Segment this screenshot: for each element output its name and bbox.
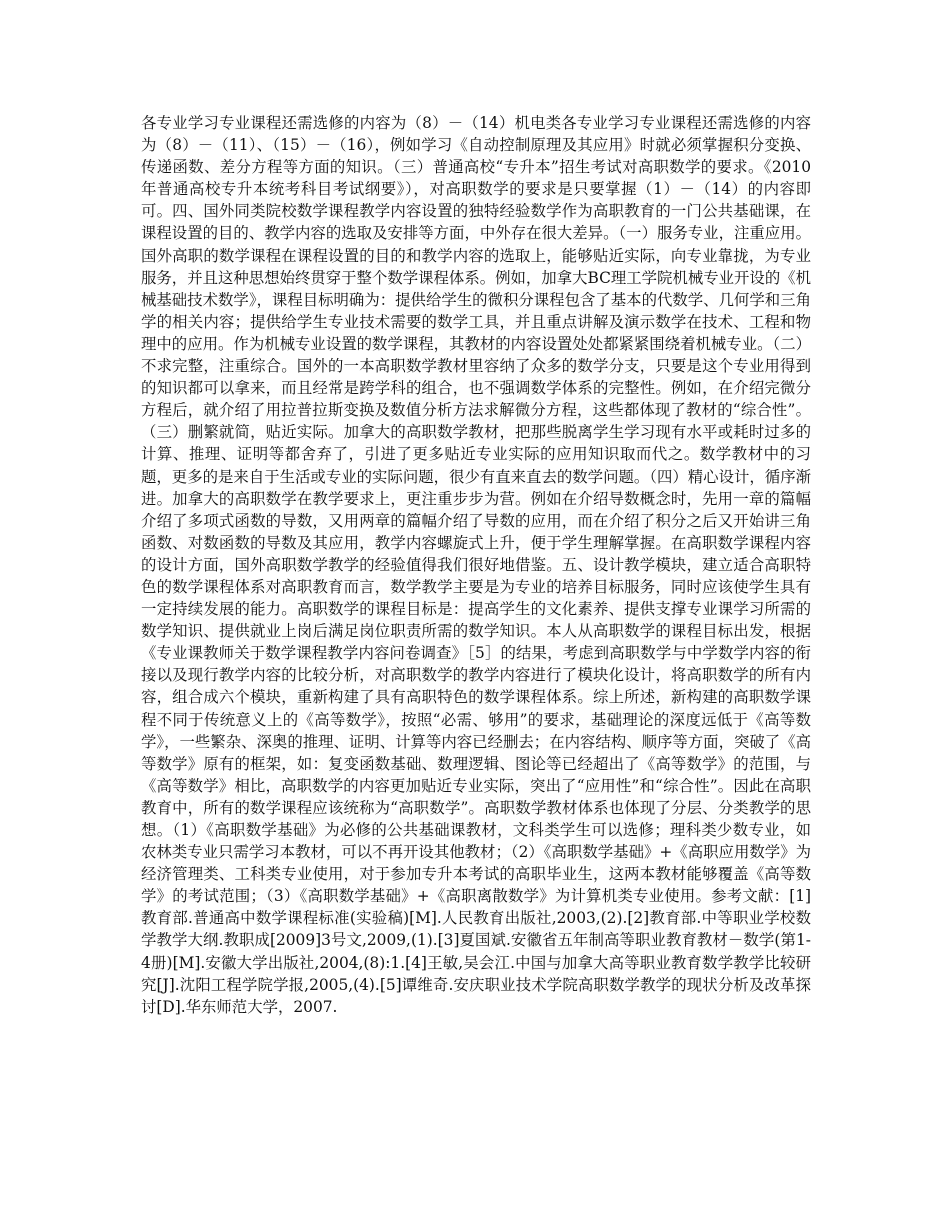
body-paragraph: 各专业学习专业课程还需选修的内容为（8）－（14）机电类各专业学习专业课程还需选修的内容为（8）－（11）、（15）－（16），例如学习《自动控制原理及其应用》时就必须掌握积分变换、传递函数、差分方程等方面的知识。（三）普通高校“专升本”招生考试对高职数学的要求。《2010年普通高校专升本统考科目考试纲要》），对高职数学的要求是只要掌握（1）－（14）的内容即可。四、国外同类院校数学课程教学内容设置的独特经验数学作为高职教育的一门公共基础课，在课程设置的目的、教学内容的选取及安排等方面，中外存在很大差异。（一）服务专业，注重应用。国外高职的数学课程在课程设置的目的和教学内容的选取上，能够贴近实际，向专业靠拢，为专业服务，并且这种思想始终贯穿于整个数学课程体系。例如，加拿大BC理工学院机械专业开设的《机械基础技术数学》，课程目标明确为：提供给学生的微积分课程包含了基本的代数学、几何学和三角学的相关内容；提供给学生专业技术需要的数学工具，并且重点讲解及演示数学在技术、工程和物理中的应用。作为机械专业设置的数学课程，其教材的内容设置处处都紧紧围绕着机械专业。（二）不求完整，注重综合。国外的一本高职数学教材里容纳了众多的数学分支，只要是这个专业用得到的知识都可以拿来，而且经常是跨学科的组合，也不强调数学体系的完整性。例如，在介绍完微分方程后，就介绍了用拉普拉斯变换及数值分析方法求解微分方程，这些都体现了教材的“综合性”。（三）删繁就简，贴近实际。加拿大的高职数学教材，把那些脱离学生学习现有水平或耗时过多的计算、推理、证明等都舍弃了，引进了更多贴近专业实际的应用知识取而代之。数学教材中的习题，更多的是来自于生活或专业的实际问题，很少有直来直去的数学问题。（四）精心设计，循序渐进。加拿大的高职数学在教学要求上，更注重步步为营。例如在介绍导数概念时，先用一章的篇幅介绍了多项式函数的导数，又用两章的篇幅介绍了导数的应用，而在介绍了积分之后又开始讲三角函数、对数函数的导数及其应用，教学内容螺旋式上升，便于学生理解掌握。在高职数学课程内容的设计方面，国外高职数学教学的经验值得我们很好地借鉴。五、设计教学模块，建立适合高职特色的数学课程体系对高职教育而言，数学教学主要是为专业的培养目标服务，同时应该使学生具有一定持续发展的能力。高职数学的课程目标是：提高学生的文化素养、提供支撑专业课学习所需的数学知识、提供就业上岗后满足岗位职责所需的数学知识。本人从高职数学的课程目标出发，根据《专业课教师关于数学课程教学内容问卷调查》［5］的结果，考虑到高职数学与中学数学内容的衔接以及现行教学内容的比较分析，对高职数学的教学内容进行了模块化设计，将高职数学的所有内容，组合成六个模块，重新构建了具有高职特色的数学课程体系。综上所述，新构建的高职数学课程不同于传统意义上的《高等数学》，按照“必需、够用”的要求，基础理论的深度远低于《高等数学》，一些繁杂、深奥的推理、证明、计算等内容已经删去；在内容结构、顺序等方面，突破了《高等数学》原有的框架，如：复变函数基础、数理逻辑、图论等已经超出了《高等数学》的范围，与《高等数学》相比，高职数学的内容更加贴近专业实际，突出了“应用性”和“综合性”。因此在高职教育中，所有的数学课程应该统称为“高职数学”。高职数学教材体系也体现了分层、分类教学的思想。（1）《高职数学基础》为必修的公共基础课教材，文科类学生可以选修；理科类少数专业，如农林类专业只需学习本教材，可以不再开设其他教材；（2）《高职数学基础》+《高职应用数学》为经济管理类、工科类专业使用，对于参加专升本考试的高职毕业生，这两本教材能够覆盖《高等数学》的考试范围；（3）《高职数学基础》+《高职离散数学》为计算机类专业使用。参考文献：[1]教育部.普通高中数学课程标准(实验稿)[M].人民教育出版社,2003,(2).[2]教育部.中等职业学校数学教学大纲.教职成[2009]3号文,2009,(1).[3]夏国斌.安徽省五年制高等职业教育教材－数学(第1-4册)[M].安徽大学出版社,2004,(8):1.[4]王敏,吴会江.中国与加拿大高等职业教育数学教学比较研究[J].沈阳工程学院学报,2005,(4).[5]谭维奇.安庆职业技术学院高职数学教学的现状分析及改革探讨[D].华东师范大学，2007. [141, 114, 811, 1016]
